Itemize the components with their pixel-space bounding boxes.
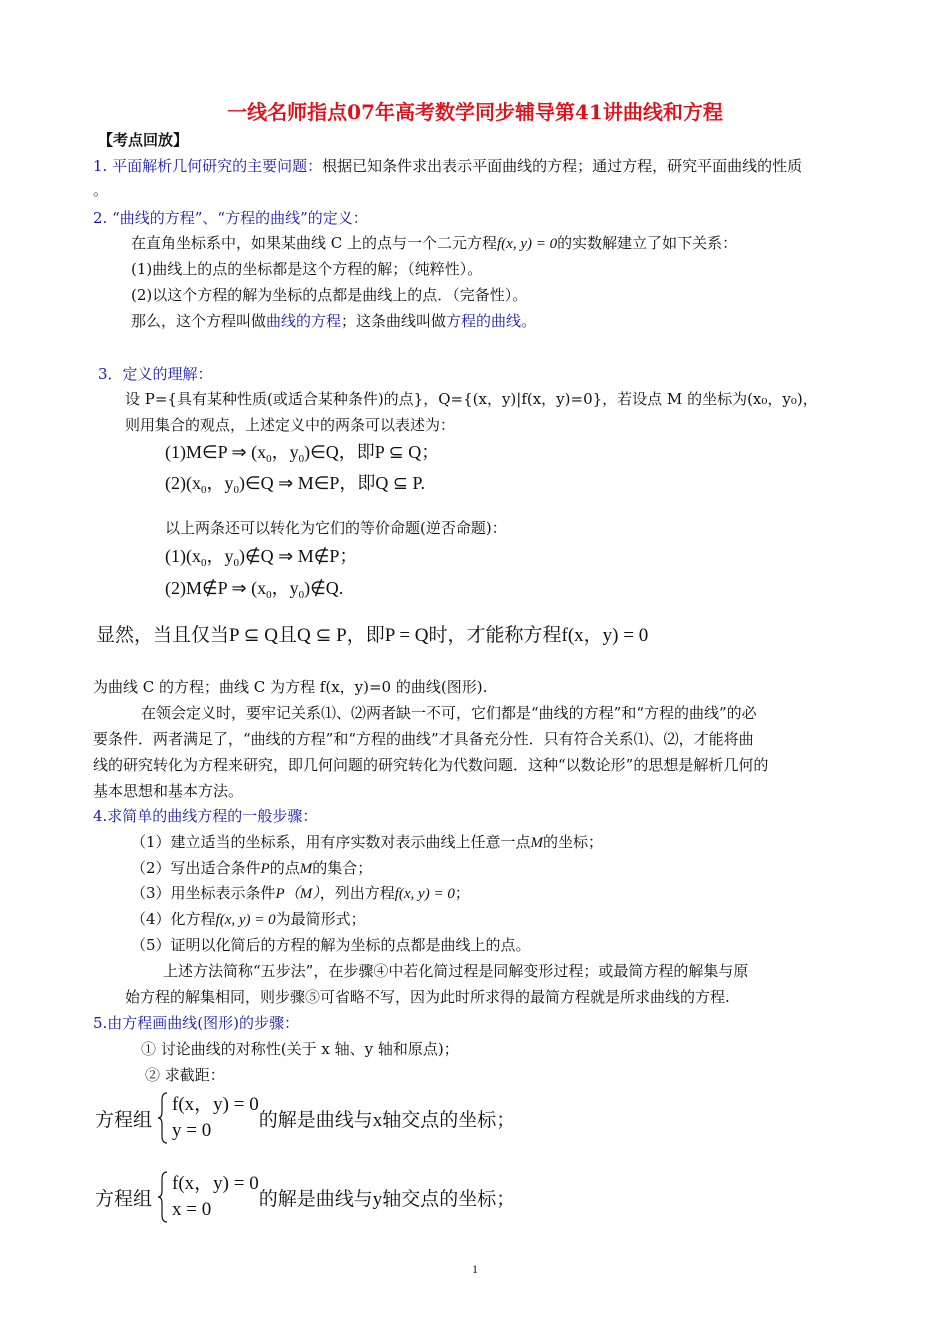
step-3 [131, 883, 470, 904]
step-2 [131, 858, 372, 879]
formula-3-b: ，y [206, 546, 234, 566]
subscript-0: 0 [233, 484, 239, 496]
section-1-text: 根据已知条件求出表示平面曲线的方程；通过方程，研究平面曲线的性质 [322, 157, 803, 175]
step-1 [131, 832, 603, 853]
formula-1 [165, 442, 439, 465]
review-heading: 【考点回放】 [98, 131, 189, 149]
subscript-0: 0 [266, 453, 272, 465]
left-brace-icon [158, 1171, 168, 1223]
iff-statement: 显然，当且仅当P ⊆ Q且Q ⊆ P，即P = Q时，才能称方程f(x，y) = 0 [96, 625, 649, 646]
paragraph-line-2: 要条件．两者满足了，“曲线的方程”和“方程的曲线”才具备充分性．只有符合关系⑴、⑵，才能将曲 [93, 730, 754, 748]
paragraph-line-1: 在领会定义时，要牢记关系⑴、⑵两者缺一不可，它们都是“曲线的方程”和“方程的曲线”的必 [141, 704, 757, 722]
curve-of-equation: 为曲线 C 的方程；曲线 C 为方程 f(x，y)=0 的曲线(图形). [93, 678, 488, 696]
subscript-0: 0 [298, 453, 305, 465]
step-2-text-b: 的点 [269, 859, 300, 877]
section-3-heading: 3．定义的理解： [98, 365, 213, 383]
system-row-1: f(x，y) = 0 [172, 1094, 259, 1115]
section-1-tail: 。 [93, 181, 109, 199]
formula-4 [165, 578, 343, 601]
system-suffix: 的解是曲线与x轴交点的坐标； [258, 1109, 516, 1131]
equation-system-y-intercept [95, 1171, 515, 1223]
condition-p: P [260, 861, 270, 877]
five-step-note-1: 上述方法简称“五步法”，在步骤④中若化简过程是同解变形过程；或最简方程的解集与原 [163, 962, 749, 980]
system-rows [172, 1092, 259, 1144]
formula-4-c: )∉Q. [304, 578, 344, 598]
conclusion-text-b: ；这条曲线叫做 [341, 312, 447, 330]
paragraph-line-4: 基本思想和基本方法。 [93, 782, 244, 800]
formula-3-c: )∉Q ⇒ M∉P； [238, 546, 358, 566]
left-brace-icon [158, 1092, 168, 1144]
contrapositive-intro: 以上两条还可以转化为它们的等价命题(逆否命题)： [165, 519, 507, 537]
equation-f-xy: f(x, y) = 0 [215, 912, 276, 928]
conclusion-text-a: 那么，这个方程叫做 [131, 312, 267, 330]
set-viewpoint: 则用集合的观点，上述定义中的两条可以表述为： [125, 416, 456, 434]
set-definition: 设 P={具有某种性质(或适合某种条件)的点}，Q={(x，y)|f(x，y)=0}，若设点 M 的坐标为(x₀，y₀)， [125, 390, 818, 408]
formula-1-a: (1)M∈P ⇒ (x [165, 442, 267, 462]
step-3-text-b: ，列出方程 [319, 884, 395, 902]
definition-text-b: 的实数解建立了如下关系： [557, 234, 738, 252]
formula-3-a: (1)(x [165, 546, 201, 566]
equation-f-xy: f(x, y) = 0 [497, 236, 558, 252]
point-m: M [299, 861, 313, 877]
five-step-note-2: 始方程的解集相同，则步骤⑤可省略不写，因为此时所求得的最简方程就是所求曲线的方程. [125, 988, 730, 1006]
equation-f-xy: f(x, y) = 0 [394, 886, 455, 902]
system-rows [172, 1171, 259, 1223]
condition-1: (1)曲线上的点的坐标都是这个方程的解；（纯粹性）。 [131, 260, 483, 278]
formula-1-b: ，y [271, 442, 299, 462]
formula-1-c: )∈Q，即P ⊆ Q； [304, 442, 440, 462]
step-3-text-c: ； [454, 884, 470, 902]
subscript-0: 0 [298, 589, 305, 601]
section-1-label: 1. 平面解析几何研究的主要问题： [93, 157, 323, 175]
system-suffix: 的解是曲线与y轴交点的坐标； [258, 1188, 516, 1210]
term-equation-curve: 方程的曲线 [446, 312, 522, 330]
system-prefix: 方程组 [95, 1188, 153, 1210]
step-4-text-b: 为最简形式； [275, 910, 366, 928]
section-5-heading: 5.由方程画曲线(图形)的步骤： [93, 1014, 300, 1032]
section-4-heading: 4.求简单的曲线方程的一般步骤： [93, 807, 318, 825]
step-4-text-a: （4）化方程 [131, 910, 216, 928]
drawing-step-2: ② 求截距： [145, 1066, 225, 1084]
paragraph-line-3: 线的研究转化为方程来研究，即几何问题的研究转化为代数问题．这种“以数论形”的思想是解析几何的 [93, 756, 769, 774]
conclusion-text-c: 。 [521, 312, 537, 330]
step-2-text-a: （2）写出适合条件 [131, 859, 261, 877]
formula-2 [165, 473, 425, 496]
subscript-0: 0 [266, 589, 272, 601]
step-1-text-b: 的坐标； [543, 833, 604, 851]
section-2-heading: 2. “曲线的方程”、“方程的曲线”的定义： [93, 209, 368, 227]
formula-2-b: ，y [206, 473, 234, 493]
drawing-step-1: ① 讨论曲线的对称性(关于 x 轴、y 轴和原点)； [141, 1040, 459, 1058]
subscript-0: 0 [233, 557, 239, 569]
definition-line [131, 233, 737, 254]
formula-3 [165, 546, 357, 569]
formula-4-a: (2)M∉P ⇒ (x [165, 578, 267, 598]
term-curve-equation: 曲线的方程 [266, 312, 342, 330]
section-1-line [93, 156, 802, 176]
system-prefix: 方程组 [95, 1109, 153, 1131]
definition-text-a: 在直角坐标系中，如果某曲线 C 上的点与一个二元方程 [131, 234, 498, 252]
step-2-text-c: 的集合； [312, 859, 373, 877]
system-row-2: y = 0 [172, 1120, 212, 1141]
step-4 [131, 909, 366, 930]
equation-system-x-intercept [95, 1092, 515, 1144]
step-1-text-a: （1）建立适当的坐标系，用有序实数对表示曲线上任意一点 [131, 833, 531, 851]
system-row-1: f(x，y) = 0 [172, 1173, 259, 1194]
condition-2: (2)以这个方程的解为坐标的点都是曲线上的点．（完备性）。 [131, 286, 528, 304]
subscript-0: 0 [200, 557, 207, 569]
step-3-text-a: （3）用坐标表示条件 [131, 884, 276, 902]
formula-4-b: ，y [271, 578, 299, 598]
point-m: M [530, 835, 544, 851]
system-row-2: x = 0 [172, 1199, 212, 1220]
page-number: 1 [472, 1262, 478, 1276]
document-title: 一线名师指点07年高考数学同步辅导第41讲曲线和方程 [227, 100, 723, 124]
formula-2-c: )∈Q ⇒ M∈P，即Q ⊆ P. [238, 473, 426, 493]
step-5: （5）证明以化简后的方程的解为坐标的点都是曲线上的点。 [131, 936, 531, 954]
formula-2-a: (2)(x [165, 473, 201, 493]
subscript-0: 0 [200, 484, 207, 496]
condition-p-m: P（M） [275, 886, 320, 902]
definition-conclusion [131, 311, 536, 331]
